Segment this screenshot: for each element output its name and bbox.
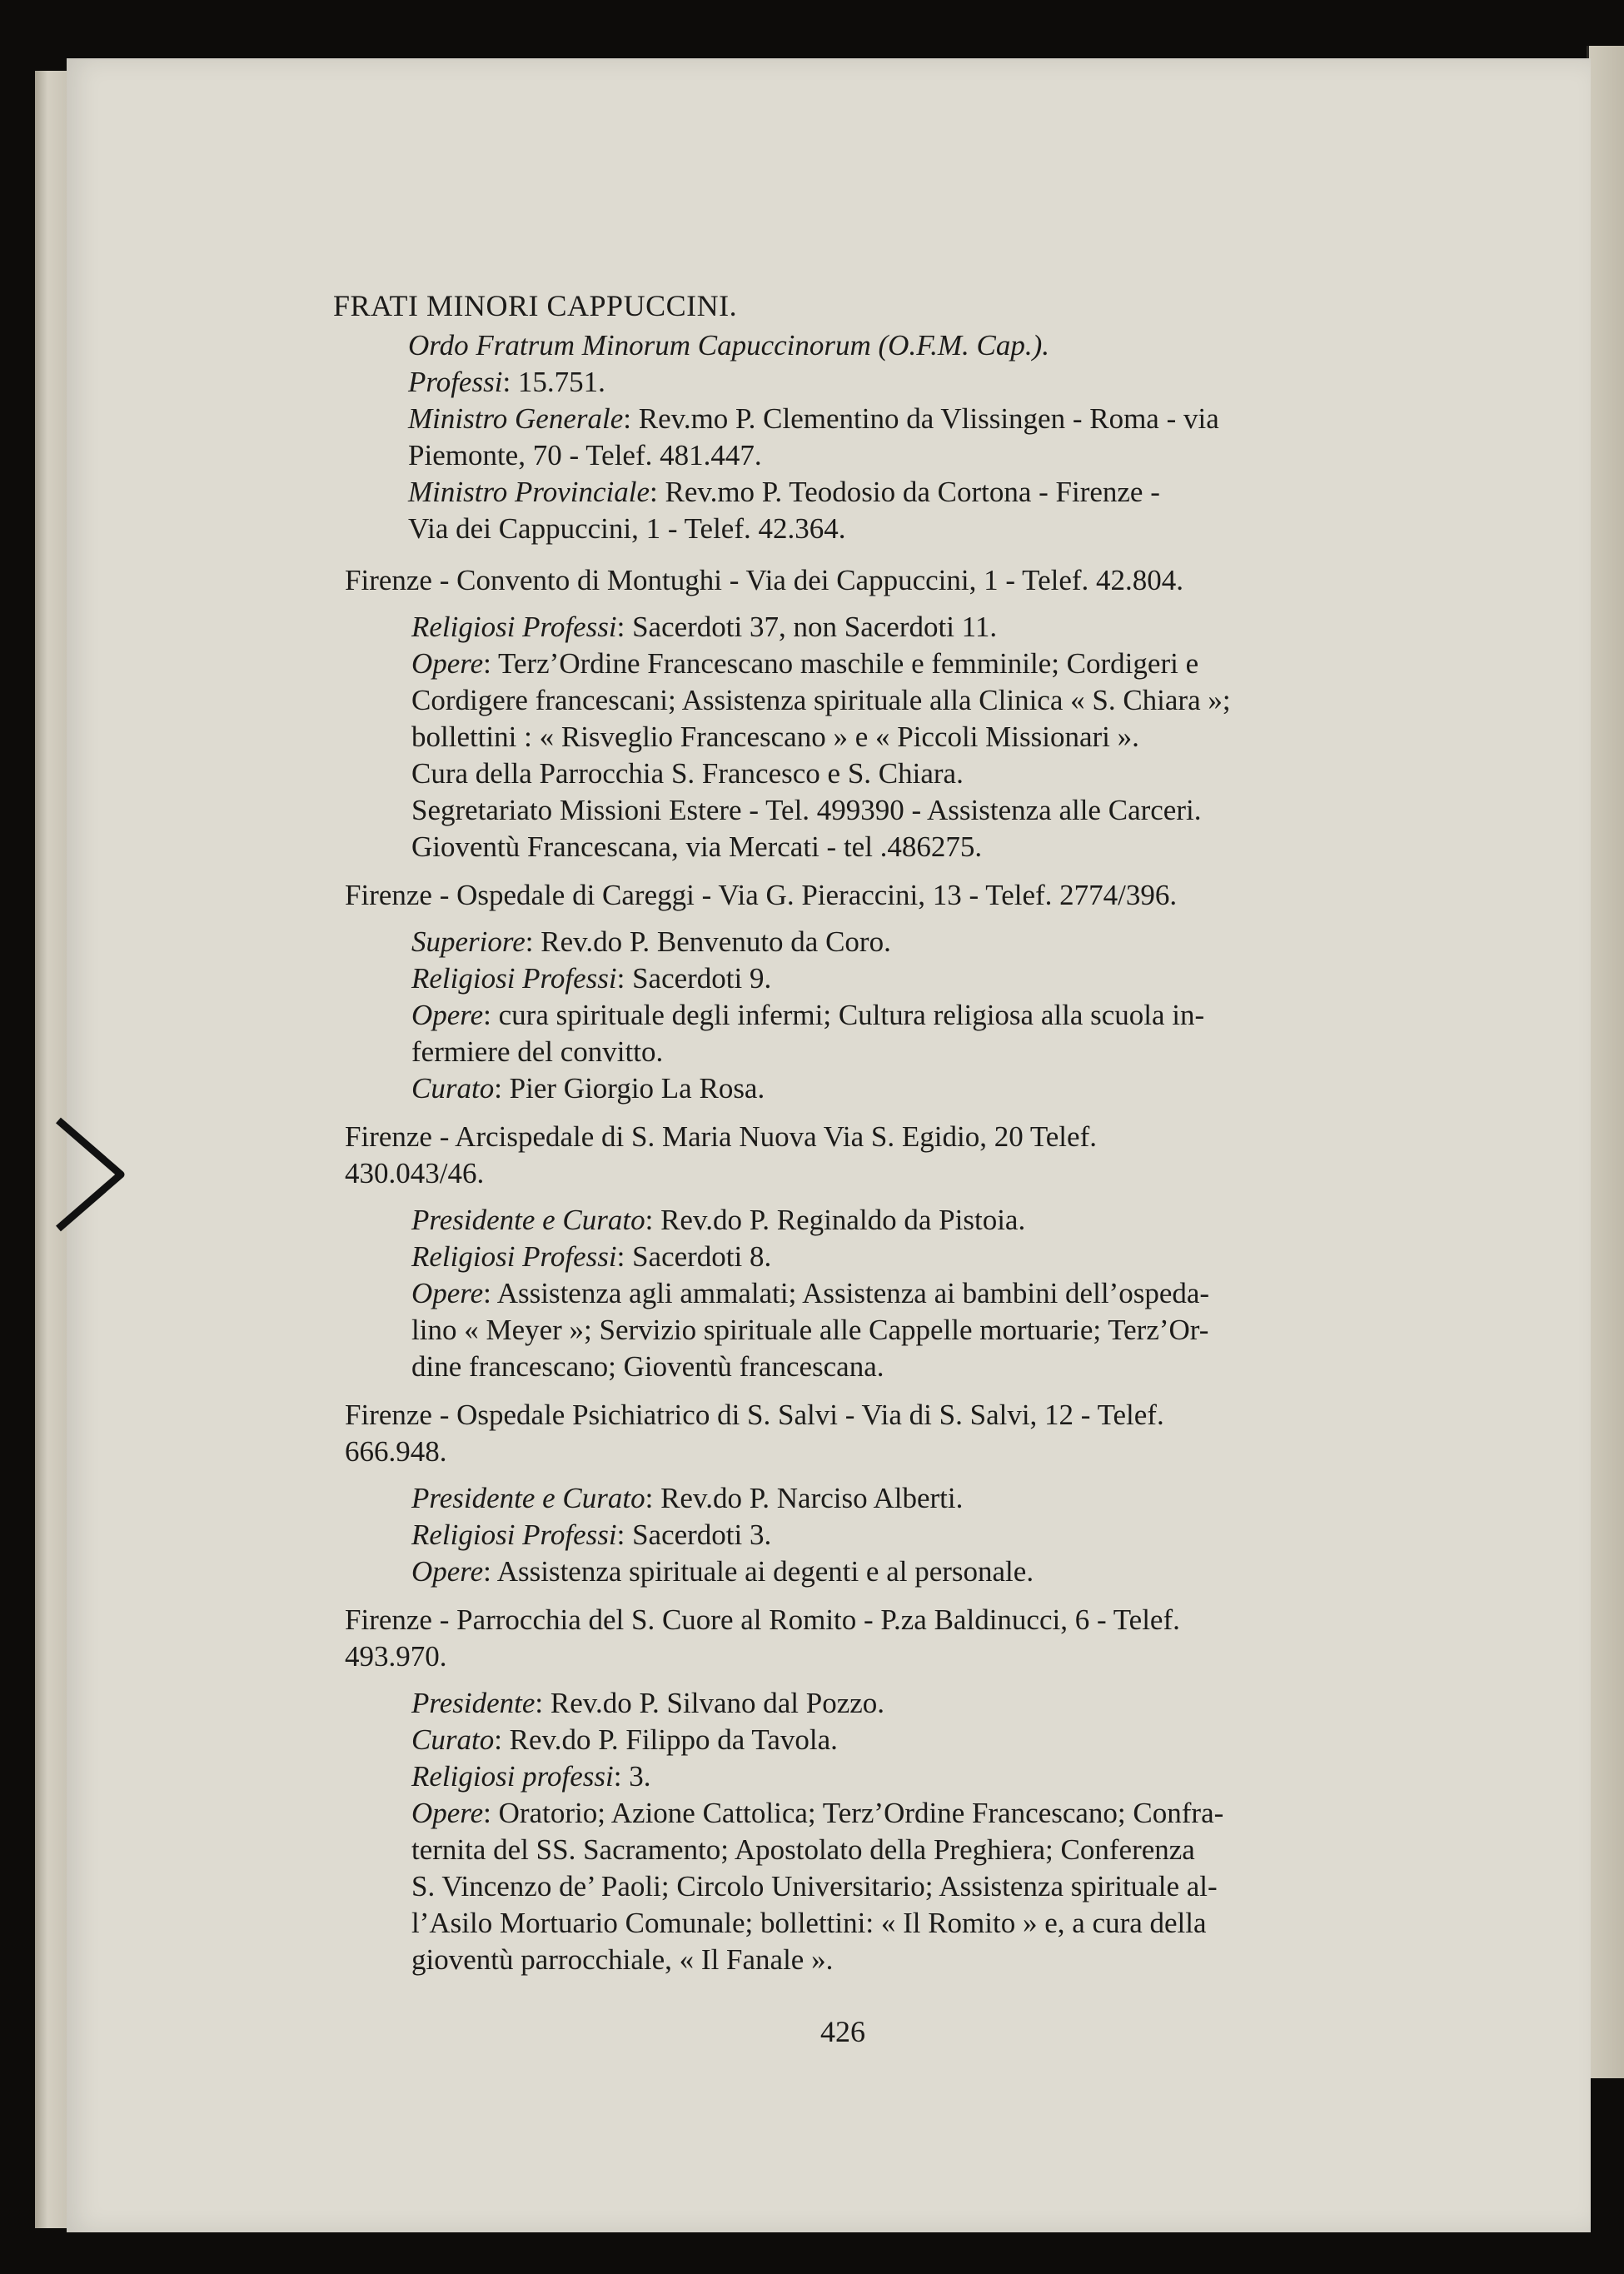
- detail-text: : Assistenza spirituale ai degenti e al personale.: [483, 1555, 1034, 1588]
- detail-text: : Sacerdoti 37, non Sacerdoti 11.: [616, 611, 998, 643]
- detail-line: [411, 1034, 1362, 1070]
- detail-line: [411, 960, 1362, 997]
- page-number: 426: [820, 2015, 865, 2048]
- detail-label: Religiosi Professi: [411, 611, 617, 643]
- detail-line: [411, 1795, 1362, 1832]
- detail-line: [411, 997, 1362, 1034]
- detail-text: : Rev.do P. Narciso Alberti.: [645, 1482, 964, 1514]
- detail-label: Opere: [411, 1797, 484, 1829]
- detail-line: [411, 1942, 1362, 1978]
- house-details: [345, 1685, 1362, 1978]
- house-title-cont: 666.948.: [345, 1435, 447, 1468]
- house-title-cont: 493.970.: [345, 1640, 447, 1673]
- ministro-generale: Ministro Generale: Rev.mo P. Clementino da Vlissingen - Roma - via: [408, 402, 1219, 435]
- house-entry: [345, 1602, 1362, 1978]
- detail-text: : Sacerdoti 8.: [616, 1240, 772, 1273]
- detail-label: Opere: [411, 647, 484, 680]
- detail-line: [411, 1905, 1362, 1942]
- detail-text: : Sacerdoti 9.: [616, 962, 772, 995]
- detail-text: : Sacerdoti 3.: [616, 1518, 772, 1551]
- detail-line: [411, 1275, 1362, 1312]
- house-title: Firenze - Ospedale Psichiatrico di S. Salvi - Via di S. Salvi, 12 - Telef.: [345, 1399, 1164, 1431]
- detail-label: Curato: [411, 1723, 495, 1756]
- detail-label: Superiore: [411, 925, 526, 958]
- detail-text: lino « Meyer »; Servizio spirituale alle Cappelle mortuarie; Terz’Or-: [411, 1314, 1209, 1346]
- detail-line: [411, 1722, 1362, 1758]
- detail-text: : Rev.do P. Benvenuto da Coro.: [525, 925, 891, 958]
- detail-text: Cordigere francescani; Assistenza spirituale alla Clinica « S. Chiara »;: [411, 684, 1231, 716]
- detail-label: Opere: [411, 1555, 484, 1588]
- detail-text: : Pier Giorgio La Rosa.: [494, 1072, 765, 1105]
- house-details: [345, 1202, 1362, 1385]
- ministro-provinciale-cont: Via dei Cappuccini, 1 - Telef. 42.364.: [408, 512, 846, 545]
- detail-text: : Rev.do P. Silvano dal Pozzo.: [535, 1687, 885, 1719]
- detail-label: Religiosi Professi: [411, 1240, 617, 1273]
- detail-label: Presidente: [411, 1687, 536, 1719]
- detail-label: Presidente e Curato: [411, 1482, 645, 1514]
- detail-line: [411, 1312, 1362, 1349]
- detail-label: Religiosi Professi: [411, 1518, 617, 1551]
- detail-line: [411, 829, 1362, 865]
- detail-line: [411, 1517, 1362, 1553]
- detail-text: : cura spirituale degli infermi; Cultura religiosa alla scuola in-: [483, 999, 1205, 1031]
- order-professi: Professi: 15.751.: [408, 366, 605, 398]
- house-details: [345, 1480, 1362, 1590]
- detail-text: Gioventù Francescana, via Mercati - tel .486275.: [411, 830, 983, 863]
- detail-line: [411, 1070, 1362, 1107]
- house-list: [333, 562, 1362, 1978]
- detail-line: [411, 682, 1362, 719]
- detail-text: ternita del SS. Sacramento; Apostolato della Preghiera; Conferenza: [411, 1833, 1195, 1866]
- detail-line: [411, 1553, 1362, 1590]
- detail-label: Religiosi Professi: [411, 962, 617, 995]
- house-title: Firenze - Arcispedale di S. Maria Nuova Via S. Egidio, 20 Telef.: [345, 1120, 1097, 1153]
- detail-text: : Oratorio; Azione Cattolica; Terz’Ordine Francescano; Confra-: [483, 1797, 1224, 1829]
- detail-line: [411, 646, 1362, 682]
- house-title: Firenze - Convento di Montughi - Via dei Cappuccini, 1 - Telef. 42.804.: [345, 564, 1184, 596]
- detail-text: Cura della Parrocchia S. Francesco e S. Chiara.: [411, 757, 964, 790]
- detail-text: fermiere del convitto.: [411, 1035, 664, 1068]
- detail-text: gioventù parrocchiale, « Il Fanale ».: [411, 1943, 834, 1976]
- detail-line: [411, 756, 1362, 792]
- order-latin-name: Ordo Fratrum Minorum Capuccinorum (O.F.M. Cap.).: [408, 329, 1049, 362]
- detail-text: dine francescano; Gioventù francescana.: [411, 1350, 884, 1383]
- detail-text: Segretariato Missioni Estere - Tel. 499390 - Assistenza alle Carceri.: [411, 794, 1202, 826]
- house-details: [345, 609, 1362, 865]
- detail-line: [411, 1758, 1362, 1795]
- binder-clip-icon: [50, 1112, 133, 1237]
- detail-line: [411, 1832, 1362, 1868]
- detail-label: Opere: [411, 999, 484, 1031]
- detail-text: : Assistenza agli ammalati; Assistenza ai bambini dell’ospeda-: [483, 1277, 1210, 1309]
- section-heading: FRATI MINORI CAPPUCCINI.: [333, 289, 738, 322]
- house-entry: [345, 1397, 1362, 1590]
- detail-line: [411, 1239, 1362, 1275]
- detail-label: Curato: [411, 1072, 495, 1105]
- ministro-provinciale: Ministro Provinciale: Rev.mo P. Teodosio da Cortona - Firenze -: [408, 476, 1160, 508]
- detail-label: Presidente e Curato: [411, 1204, 645, 1236]
- detail-line: [411, 1202, 1362, 1239]
- order-info: [333, 327, 1362, 547]
- house-entry: [345, 1119, 1362, 1385]
- detail-line: [411, 719, 1362, 756]
- detail-text: S. Vincenzo de’ Paoli; Circolo Universitario; Assistenza spirituale al-: [411, 1870, 1218, 1902]
- detail-line: [411, 924, 1362, 960]
- house-title: Firenze - Ospedale di Careggi - Via G. Pieraccini, 13 - Telef. 2774/396.: [345, 879, 1178, 911]
- adjacent-page-edge: [1587, 46, 1624, 2078]
- detail-label: Religiosi professi: [411, 1760, 614, 1793]
- detail-text: : Rev.do P. Reginaldo da Pistoia.: [645, 1204, 1026, 1236]
- detail-line: [411, 1349, 1362, 1385]
- detail-label: Opere: [411, 1277, 484, 1309]
- house-title-cont: 430.043/46.: [345, 1157, 485, 1189]
- detail-text: : 3.: [613, 1760, 651, 1793]
- detail-text: l’Asilo Mortuario Comunale; bollettini: « Il Romito » e, a cura della: [411, 1907, 1207, 1939]
- house-entry: [345, 877, 1362, 1107]
- detail-line: [411, 1480, 1362, 1517]
- detail-text: bollettini : « Risveglio Francescano » e « Piccoli Missionari ».: [411, 721, 1139, 753]
- ministro-generale-cont: Piemonte, 70 - Telef. 481.447.: [408, 439, 762, 471]
- detail-line: [411, 609, 1362, 646]
- house-title: Firenze - Parrocchia del S. Cuore al Romito - P.za Baldinucci, 6 - Telef.: [345, 1603, 1180, 1636]
- detail-text: : Terz’Ordine Francescano maschile e femminile; Cordigeri e: [483, 647, 1199, 680]
- detail-line: [411, 1685, 1362, 1722]
- page-content: [333, 287, 1362, 1990]
- house-entry: [345, 562, 1362, 865]
- detail-text: : Rev.do P. Filippo da Tavola.: [494, 1723, 838, 1756]
- detail-line: [411, 792, 1362, 829]
- detail-line: [411, 1868, 1362, 1905]
- house-details: [345, 924, 1362, 1107]
